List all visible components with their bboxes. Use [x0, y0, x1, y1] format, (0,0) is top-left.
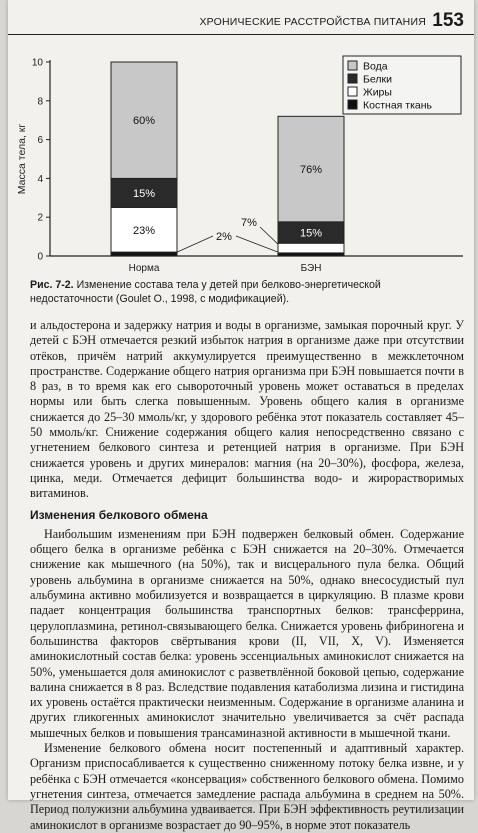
bar-segment	[111, 252, 177, 256]
data-label: 60%	[132, 115, 156, 128]
running-header	[8, 4, 474, 35]
page-number: 153	[432, 10, 464, 31]
data-label: 15%	[299, 227, 323, 240]
figure-7-2	[8, 50, 474, 274]
data-label: 76%	[299, 164, 323, 177]
data-label: 23%	[132, 224, 156, 237]
figure-caption	[30, 278, 464, 306]
running-title: ХРОНИЧЕСКИЕ РАССТРОЙСТВА ПИТАНИЯ	[199, 16, 426, 28]
leader-line	[260, 227, 278, 244]
y-tick-label: 2	[37, 212, 43, 224]
paragraph-2: Наибольшим изменениям при БЭН подвержен белковый обмен. Содержание общего белка в организме ребёнка с БЭН снижается на 20–30%. Отмечается снижение как мышечного (на 50%), так и висцерального пула белка. Общий уровень альбумина в организме снижается на 50%, однако внесосудистый пул альбумина активно мобилизуется и возвращается в циркуляцию. В плазме крови падает концентрация большинства транспортных белков: трансферрина, церулоплазмина, ретинол-связывающего белка. Снижается уровень фибриногена и большинства факторов свёртывания крови (II, VII, X, V). Изменяется аминокислотный состав белка: уровень эссенциальных аминокислот снижается на 50%, уменьшается доля аминокислот с разветвлённой боковой цепью, содержание валина снижается в 8 раз. Вследствие подавления катаболизма лизина и гистидина их уровень остаётся практически неизменным. Содержание в организме аланина и других гликогенных аминокислот значительно увеличивается за счёт распада мышечных белков и повышения трансаминазной активности в мышечной ткани.	[30, 526, 464, 740]
y-axis-title: Масса тела, кг	[16, 123, 28, 195]
y-tick-label: 4	[37, 173, 43, 185]
section-heading: Изменения белкового обмена	[30, 507, 208, 522]
data-label: 7%	[241, 217, 257, 229]
book-page	[8, 0, 474, 832]
y-tick-label: 0	[37, 251, 43, 263]
caption-label: Рис. 7-2.	[30, 279, 74, 291]
data-label: 2%	[216, 231, 232, 243]
bar-segment	[278, 243, 344, 253]
y-tick-label: 8	[37, 96, 43, 108]
legend-label: Белки	[363, 73, 392, 86]
legend-swatch	[348, 87, 357, 96]
legend-label: Костная ткань	[363, 99, 432, 112]
paragraph-3: Изменение белкового обмена носит постепенный и адаптивный характер. Организм приспосабливается к существенно сниженному потоку белка извне, и у ребёнка с БЭН отмечается «консервация» собственного белкового обмена. Помимо угнетения синтеза, отмечается замедление распада альбумина в среднем на 50%. Период полужизни альбумина удваивается. При БЭН эффективность реутилизации аминокислот в организме возрастает до 90–95%, в норме этот показатель	[30, 741, 464, 832]
leader-line	[177, 236, 213, 252]
paragraph-1: и альдостерона и задержку натрия и воды в организме, замыкая порочный круг. У детей с БЭН отмечается резкий избыток натрия в организме даже при отсутствии отёков, причём натрий аккумулируется преимущественно в межклеточном пространстве. Содержание общего натрия организма при БЭН повышается почти в 8 раз, в то время как его сывороточный уровень может оставаться в пределах нормы или быть слегка повышенным. Уровень общего калия в организме снижается до 25–30 ммоль/кг, у здорового ребёнка этот показатель составляет 45–50 ммоль/кг. Снижение содержания общего калия непосредственно связано с угнетением белкового синтеза и ретенцией натрия в организме. При БЭН снижается уровень и других минералов: магния (на 20–30%), фосфора, железа, цинка, меди. Отмечается дефицит большинства водо- и жирорастворимых витаминов.	[30, 318, 464, 501]
legend-swatch	[348, 100, 357, 109]
body-text	[30, 318, 464, 833]
x-category-label: Норма	[128, 263, 160, 274]
x-category-label: БЭН	[300, 263, 322, 274]
body-composition-chart	[8, 50, 474, 274]
legend-swatch	[348, 61, 357, 70]
y-tick-label: 10	[31, 57, 43, 69]
legend-label: Жиры	[363, 86, 392, 99]
legend-swatch	[348, 74, 357, 83]
data-label: 15%	[132, 187, 156, 200]
y-tick-label: 6	[37, 135, 43, 147]
legend-label: Вода	[363, 60, 388, 73]
caption-text: Изменение состава тела у детей при белково-энергетической недостаточности (Goulet O., 1998, с модификацией).	[30, 279, 381, 305]
